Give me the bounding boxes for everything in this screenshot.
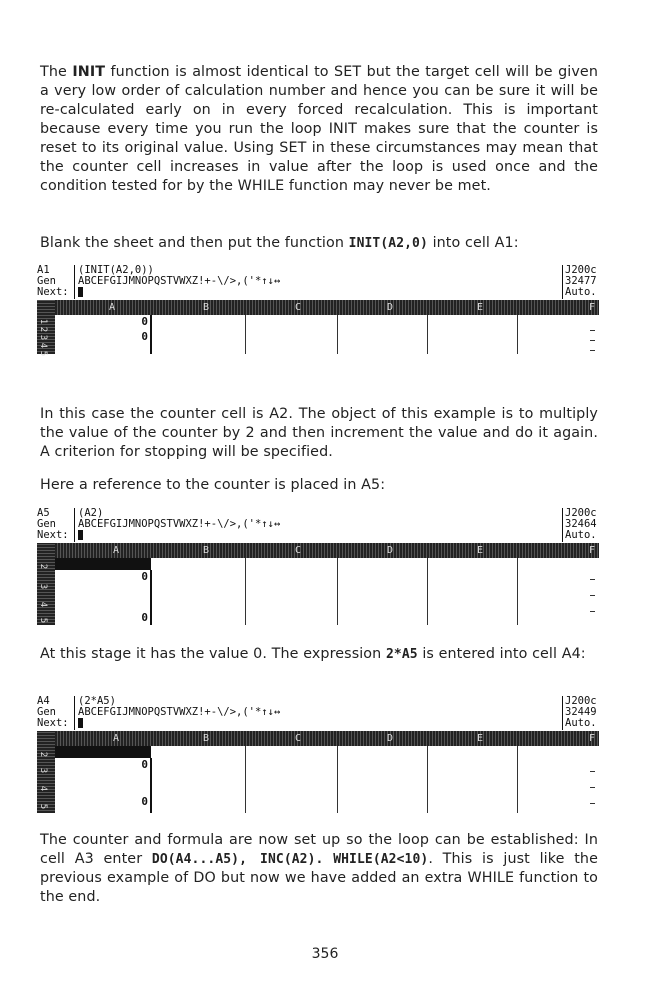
status-header — [37, 696, 599, 731]
sheet-grid — [37, 300, 599, 357]
status-panel — [562, 265, 599, 299]
text: function is almost identical to SET but the target cell will be given a very low order of calculation number and hence you can be sure it will be re-calculated early on in every forced recalculation. This is important because every time you run the loop INIT makes sure that the counter is reset to its original value. Using SET in these circumstances may mean that the counter cell increases in value after the loop is used once and the condition tested for by the WHILE function may never be met. — [40, 64, 598, 194]
status-header — [37, 265, 599, 300]
row-header: 4 — [38, 785, 49, 792]
spreadsheet-screen-3 — [37, 696, 599, 813]
col-header: B — [203, 733, 210, 744]
col-header: D — [387, 733, 394, 744]
col-header: E — [477, 302, 484, 313]
col-header: C — [295, 302, 302, 313]
next-label: Next: — [37, 529, 69, 541]
row-header-bar — [37, 543, 55, 625]
calc-mode: Auto. — [565, 717, 597, 729]
col-header: E — [477, 545, 484, 556]
cell-ref: A1 — [37, 264, 50, 276]
command-charset: ABCEFGIJMNOPQSTVWXZ!+-\/>,('*↑↓↔ — [78, 275, 281, 287]
spreadsheet-screen-2 — [37, 508, 599, 625]
col-header: D — [387, 545, 394, 556]
code-while: WHILE(A2<10) — [333, 852, 429, 867]
col-header: D — [387, 302, 394, 313]
col-header: A — [113, 545, 120, 556]
text: The counter and formula are now set up so the loop can be established: In cell A3 enter — [40, 832, 598, 867]
col-header: F — [589, 733, 596, 744]
status-panel — [562, 508, 599, 542]
row-header: 3 — [38, 767, 49, 774]
formula-text: (A2) — [78, 507, 104, 519]
col-header: A — [109, 302, 116, 313]
text: . This is just like the previous example of DO but now we have added an extra WHILE function to the end. — [40, 851, 598, 905]
cell-a2-a4[interactable] — [55, 758, 152, 813]
cell-value: 0 — [141, 758, 148, 771]
col-header: F — [589, 545, 596, 556]
mode-indicator: J200c — [565, 264, 597, 276]
next-label: Next: — [37, 286, 69, 298]
text: Blank the sheet and then put the function — [40, 235, 349, 251]
gen-label: Gen — [37, 275, 56, 287]
selected-row — [55, 558, 151, 570]
col-header: B — [203, 545, 210, 556]
col-header: E — [477, 733, 484, 744]
col-header: A — [113, 733, 120, 744]
paragraph-counter: In this case the counter cell is A2. The object of this example is to multiply the value of the counter by 2 and then increment the value and do it again. A criterion for stopping will be specified. — [40, 406, 598, 460]
memory-free: 32449 — [565, 706, 597, 718]
gen-label: Gen — [37, 706, 56, 718]
cell-a1-a2[interactable] — [55, 315, 152, 354]
row-header: 5 — [38, 803, 49, 810]
paragraph-intro — [40, 63, 598, 196]
cell-value: 0 — [141, 315, 148, 328]
col-header: F — [589, 302, 596, 313]
column-header-bar — [37, 300, 599, 315]
col-header: B — [203, 302, 210, 313]
code-do-inc: DO(A4...A5), INC(A2). — [151, 852, 324, 867]
page-number: 356 — [311, 946, 339, 962]
input-cursor[interactable] — [78, 530, 83, 542]
status-header — [37, 508, 599, 543]
input-cursor[interactable] — [78, 718, 83, 730]
formula-text: (INIT(A2,0)) — [78, 264, 154, 276]
row-header: 5 — [38, 617, 49, 624]
code-expression: 2*A5 — [385, 647, 418, 662]
keyword-init: INIT — [72, 64, 106, 80]
column-header-bar — [37, 543, 599, 558]
row-header: 3 — [38, 334, 49, 341]
next-label: Next: — [37, 717, 69, 729]
col-header: C — [295, 545, 302, 556]
col-header: C — [295, 733, 302, 744]
row-header-bar — [37, 300, 55, 357]
row-header: 5 — [38, 350, 49, 357]
command-charset: ABCEFGIJMNOPQSTVWXZ!+-\/>,('*↑↓↔ — [78, 518, 281, 530]
code-init: INIT(A2,0) — [348, 236, 428, 251]
cell-value: 0 — [141, 330, 148, 343]
row-header: 2 — [38, 751, 49, 758]
text: is entered into cell A4: — [417, 646, 586, 662]
text: At this stage it has the value 0. The expression — [40, 646, 386, 662]
memory-free: 32464 — [565, 518, 597, 530]
command-charset: ABCEFGIJMNOPQSTVWXZ!+-\/>,('*↑↓↔ — [78, 706, 281, 718]
cell-value: 0 — [141, 795, 148, 808]
row-header: 3 — [38, 583, 49, 590]
calc-mode: Auto. — [565, 529, 597, 541]
paragraph-loop — [40, 831, 598, 907]
cell-ref: A4 — [37, 695, 50, 707]
mode-indicator: J200c — [565, 507, 597, 519]
text: into cell A1: — [427, 235, 519, 251]
row-header: 4 — [38, 601, 49, 608]
gen-label: Gen — [37, 518, 56, 530]
cell-value: 0 — [141, 611, 148, 624]
mode-indicator: J200c — [565, 695, 597, 707]
row-header: 1 — [38, 318, 49, 325]
row-header: 2 — [38, 326, 49, 333]
row-header: 2 — [38, 563, 49, 570]
paragraph-reference: Here a reference to the counter is placed in A5: — [40, 477, 386, 493]
input-cursor[interactable] — [78, 287, 83, 299]
status-panel — [562, 696, 599, 730]
selected-row — [55, 746, 151, 758]
memory-free: 32477 — [565, 275, 597, 287]
sheet-grid — [37, 543, 599, 625]
cell-a2-a5[interactable] — [55, 570, 152, 625]
cell-value: 0 — [141, 570, 148, 583]
formula-text: (2*A5) — [78, 695, 116, 707]
sheet-grid — [37, 731, 599, 813]
row-header: 4 — [38, 342, 49, 349]
row-header-bar — [37, 731, 55, 813]
paragraph-blank-sheet — [40, 234, 598, 253]
text: The — [40, 64, 73, 80]
cell-ref: A5 — [37, 507, 50, 519]
column-header-bar — [37, 731, 599, 746]
calc-mode: Auto. — [565, 286, 597, 298]
spreadsheet-screen-1 — [37, 264, 599, 357]
paragraph-stage — [40, 645, 598, 664]
